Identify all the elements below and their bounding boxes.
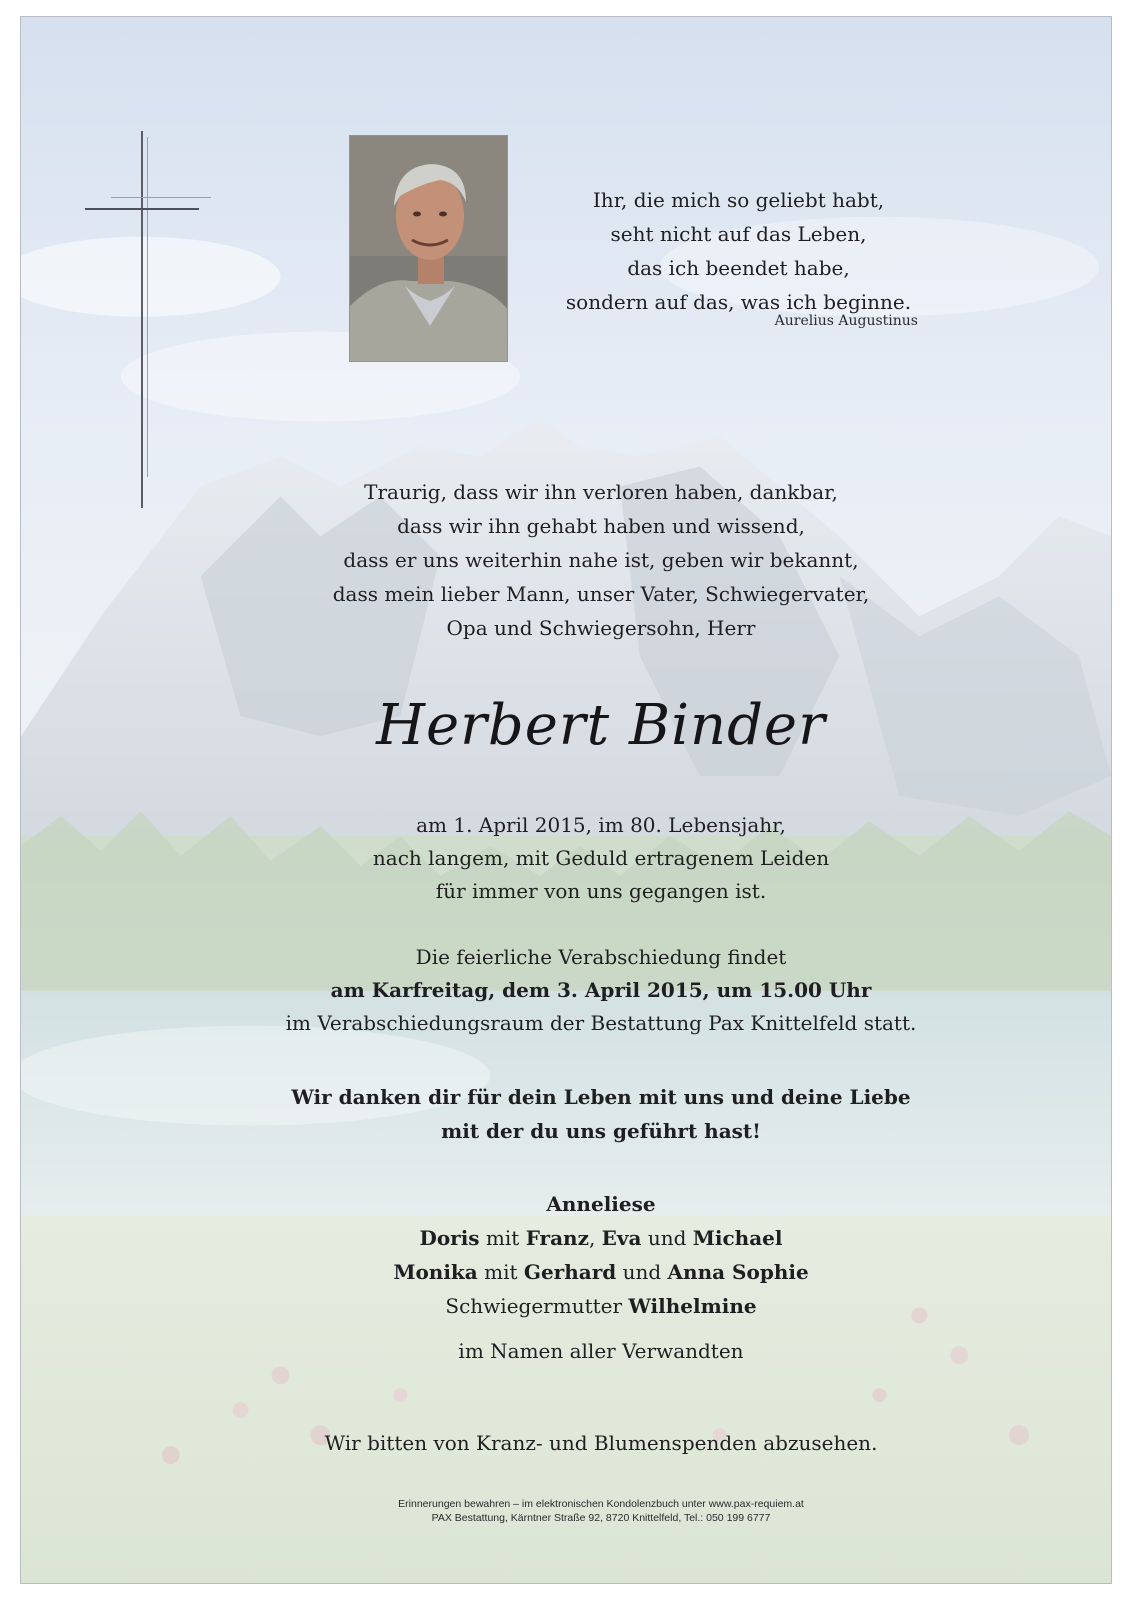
family-member: Eva xyxy=(601,1226,642,1250)
cross-vertical-bar xyxy=(141,131,143,508)
donation-request: Wir bitten von Kranz- und Blumenspenden abzusehen. xyxy=(324,1431,878,1455)
family-row xyxy=(171,1221,1031,1255)
death-line: nach langem, mit Geduld ertragenem Leiden xyxy=(372,846,830,870)
death-line: für immer von uns gegangen ist. xyxy=(435,879,767,903)
family-member: Doris xyxy=(419,1226,480,1250)
family-member: Franz xyxy=(525,1226,589,1250)
quote-line: seht nicht auf das Leben, xyxy=(610,222,867,246)
family-row xyxy=(171,1187,1031,1221)
family-connector: , xyxy=(588,1226,602,1250)
ceremony-date: am Karfreitag, dem 3. April 2015, um 15.00 Uhr xyxy=(330,978,872,1002)
thanks-message xyxy=(171,1080,1031,1148)
family-member: Gerhard xyxy=(523,1260,617,1284)
family-member: Anna Sophie xyxy=(667,1260,809,1284)
quote-line: Ihr, die mich so geliebt habt, xyxy=(592,188,885,212)
relatives-note: im Namen aller Verwandten xyxy=(458,1339,744,1363)
ceremony-location: im Verabschiedungsraum der Bestattung Pax Knittelfeld statt. xyxy=(285,1011,917,1035)
intro-line: dass wir ihn gehabt haben und wissend, xyxy=(397,514,805,538)
quote-author: Aurelius Augustinus xyxy=(774,313,918,329)
family-connector: und xyxy=(616,1260,668,1284)
cross-shadow-bar xyxy=(147,137,148,477)
death-details xyxy=(171,809,1031,908)
cross-shadow-beam xyxy=(111,197,211,198)
intro-line: Traurig, dass wir ihn verloren haben, dankbar, xyxy=(364,480,838,504)
family-list xyxy=(171,1187,1031,1323)
footer-line: PAX Bestattung, Kärntner Straße 92, 8720 Knittelfeld, Tel.: 050 199 6777 xyxy=(431,1512,771,1524)
intro-line: dass er uns weiterhin nahe ist, geben wir bekannt, xyxy=(343,548,859,572)
family-member: Michael xyxy=(692,1226,783,1250)
quote-line: das ich beendet habe, xyxy=(627,256,850,280)
quote-text xyxy=(541,183,936,319)
family-member: Wilhelmine xyxy=(628,1294,757,1318)
family-connector: Schwiegermutter xyxy=(445,1294,629,1318)
family-connector: mit xyxy=(477,1260,524,1284)
intro-line: Opa und Schwiegersohn, Herr xyxy=(446,616,756,640)
family-row xyxy=(171,1289,1031,1323)
footer xyxy=(171,1497,1031,1525)
family-member: Monika xyxy=(393,1260,478,1284)
intro-line: dass mein lieber Mann, unser Vater, Schwiegervater, xyxy=(332,582,870,606)
family-connector: und xyxy=(641,1226,693,1250)
portrait-photo xyxy=(349,135,508,362)
announcement-intro xyxy=(171,475,1031,645)
cross-horizontal-bar xyxy=(85,208,199,210)
thanks-line: mit der du uns geführt hast! xyxy=(441,1119,761,1143)
obituary-page xyxy=(20,16,1112,1584)
death-line: am 1. April 2015, im 80. Lebensjahr, xyxy=(416,813,786,837)
deceased-name: Herbert Binder xyxy=(376,693,826,758)
quote-line: sondern auf das, was ich beginne. xyxy=(565,290,912,314)
footer-line: Erinnerungen bewahren – im elektronischen Kondolenzbuch unter www.pax-requiem.at xyxy=(398,1498,804,1510)
ceremony-details xyxy=(121,941,1081,1040)
thanks-line: Wir danken dir für dein Leben mit uns und deine Liebe xyxy=(291,1085,911,1109)
family-member: Anneliese xyxy=(546,1192,656,1216)
family-connector: mit xyxy=(479,1226,526,1250)
family-row xyxy=(171,1255,1031,1289)
ceremony-line: Die feierliche Verabschiedung findet xyxy=(415,945,787,969)
